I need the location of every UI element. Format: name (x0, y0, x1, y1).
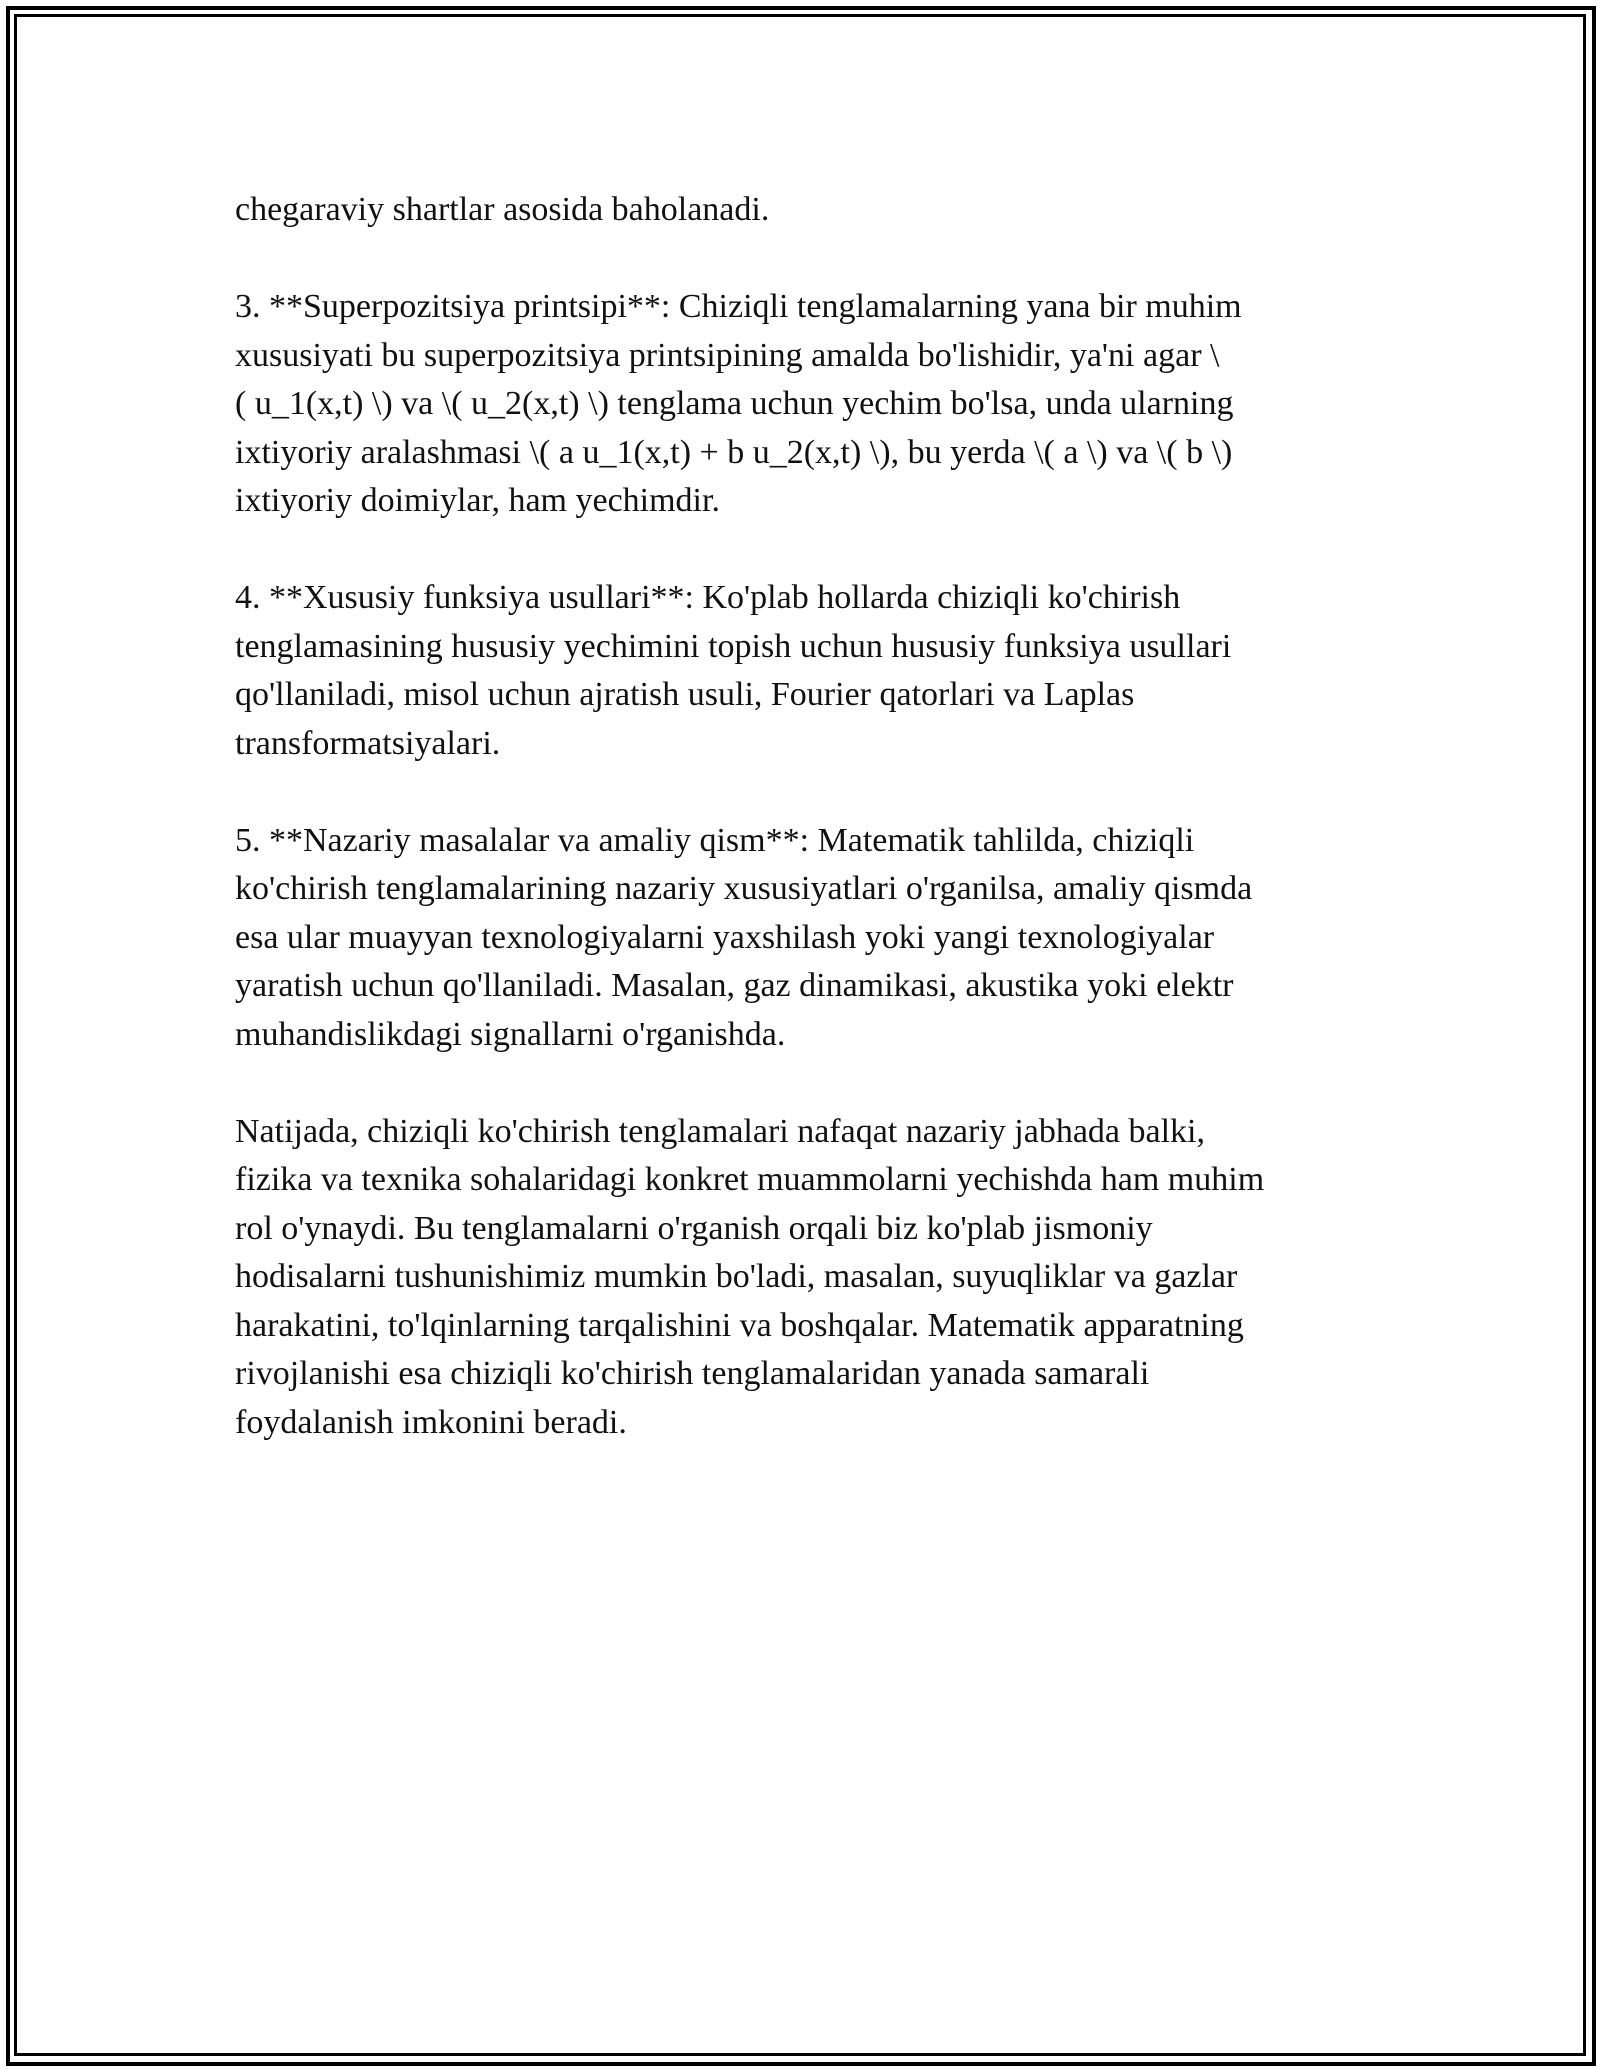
paragraph-special-functions: 4. **Xususiy funksiya usullari**: Ko'plab hollarda chiziqli ko'chirish tenglamasining hususiy yechimini topish uchun hususiy funksiya usullari qo'llaniladi, misol uchun ajratish usuli, Fourier qatorlari va Laplas transformatsiyalari. (235, 579, 1232, 762)
paragraph-conclusion: Natijada, chiziqli ko'chirish tenglamalari nafaqat nazariy jabhada balki, fizika va texnika sohalaridagi konkret muammolarni yechishda ham muhim rol o'ynaydi. Bu tenglamalarni o'rganish orqali biz ko'plab jismoniy hodisalarni tushunishimiz mumkin bo'ladi, masalan, suyuqliklar va gazlar harakatini, to'lqinlarning tarqalishini va boshqalar. Matematik apparatning rivojlanishi esa chiziqli ko'chirish tenglamalaridan yanada samarali foydalanish imkonini beradi. (235, 1112, 1265, 1441)
paragraph-theory-practice: 5. **Nazariy masalalar va amaliy qism**: Matematik tahlilda, chiziqli ko'chirish tenglamalarining nazariy xususiyatlari o'rganilsa, amaliy qismda esa ular muayyan texnologiyalarni yaxshilash yoki yangi texnologiyalar yaratish uchun qo'llaniladi. Masalan, gaz dinamikasi, akustika yoki elektr muhandislikdagi signallarni o'rganishda. (235, 821, 1253, 1053)
paragraph-continuation: chegaraviy shartlar asosida baholanadi. (235, 191, 770, 228)
paragraph-superposition: 3. **Superpozitsiya printsipi**: Chiziqli tenglamalarning yana bir muhim xususiyati bu superpozitsiya printsipining amalda bo'lishidir, ya'ni agar \ ( u_1(x,t) \) va \( u_2(x,t) \) tenglama uchun yechim bo'lsa, unda ularning ixtiyoriy aralashmasi \( a u_1(x,t) + b u_2(x,t) \), bu yerda \( a \) va \( b \) ixtiyoriy doimiylar, ham yechimdir. (235, 288, 1242, 519)
document-body (235, 186, 1365, 1447)
